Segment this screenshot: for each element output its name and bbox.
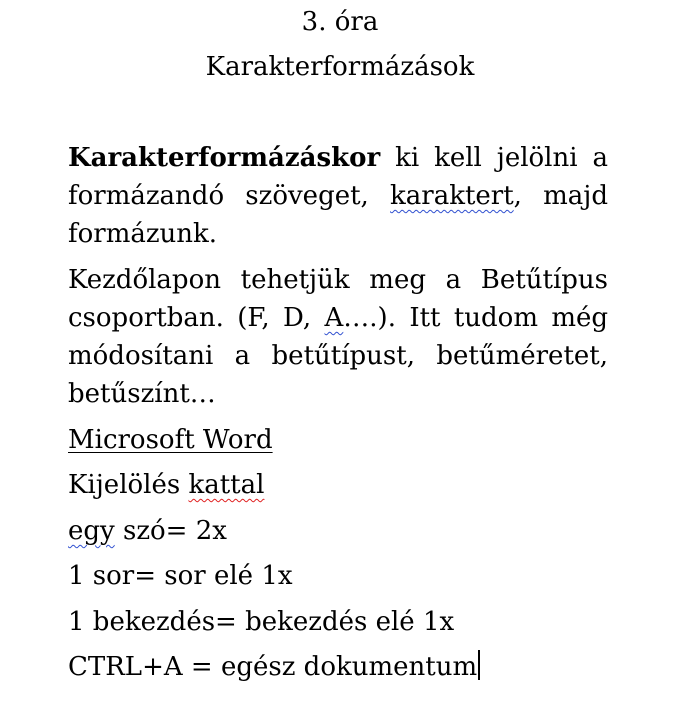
selection-heading-line: [68, 466, 264, 504]
row-selection-line: 1 sor= sor elé 1x: [68, 561, 293, 591]
document-selection-text: CTRL+A = egész dokumentum: [68, 652, 478, 682]
paragraph-font-text-a: Kezdőlapon tehetjük meg a Betűtípus csoportban. (F, D,: [68, 265, 608, 333]
bold-term: Karakterformázáskor: [68, 143, 381, 173]
spell-flagged-word[interactable]: kattal: [188, 470, 265, 500]
grammar-flagged-word[interactable]: karaktert: [390, 181, 514, 211]
word-selection-line: [68, 512, 227, 550]
paragraph-selection-line: 1 bekezdés= bekezdés elé 1x: [68, 607, 455, 637]
document-selection-line: [68, 648, 480, 686]
paragraph-font-text-b: ….). Itt tudom még módosítani a betűtípust, betűméretet, betűszínt…: [68, 303, 609, 409]
text-cursor: [478, 650, 480, 680]
grammar-flagged-word-egy[interactable]: egy: [68, 516, 115, 546]
app-name-line: Microsoft Word: [68, 425, 273, 455]
lesson-number-heading: 3. óra: [301, 7, 379, 37]
paragraph-intro-text-b: , majd formázunk.: [68, 181, 608, 249]
paragraph-intro: [68, 139, 608, 253]
topic-heading: Karakterformázások: [205, 52, 475, 82]
word-selection-rest: szó= 2x: [114, 516, 227, 546]
paragraph-font-group: [68, 261, 608, 413]
selection-heading-text: Kijelölés: [68, 470, 189, 500]
grammar-flagged-letter[interactable]: A: [324, 303, 344, 333]
paragraph-intro-text-a: ki kell jelölni a formázandó szöveget,: [68, 143, 608, 211]
